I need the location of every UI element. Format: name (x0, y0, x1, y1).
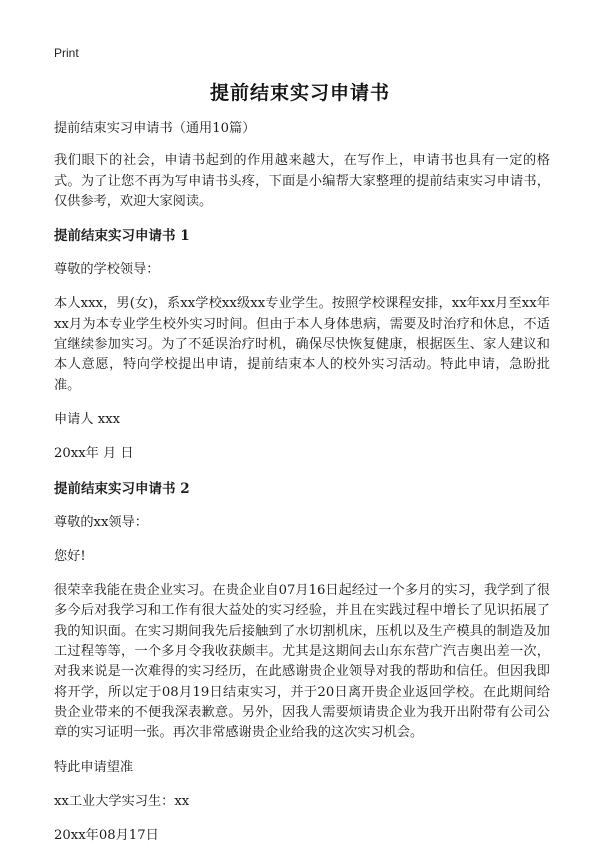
section-2-closing: 特此申请望准 (54, 759, 134, 775)
document-title: 提前结束实习申请书 (209, 82, 390, 104)
print-label: Print (54, 46, 79, 60)
section-2-date: 20xx年08月17日 (54, 828, 159, 844)
intro-paragraph: 我们眼下的社会，申请书起到的作用越来越大，在写作上，申请书也具有一定的格式。为了让您不再为写申请书头疼，下面是小编帮大家整理的提前结束实习申请书，仅供参考，欢迎大家阅读。 (54, 153, 550, 209)
document-body (54, 119, 550, 860)
section-1-date: 20xx年 月 日 (54, 446, 134, 462)
section-2-greeting: 尊敬的xx领导： (54, 514, 148, 530)
section-1-greeting: 尊敬的学校领导： (54, 262, 160, 278)
section-2-body: 很荣幸我能在贵企业实习。在贵企业自07月16日起经过一个多月的实习，我学到了很多今后对我学习和工作有很大益处的实习经验，并且在实践过程中增长了见识拓展了我的知识面。在实习期间我先后接触到了水切割机床，压机以及生产模具的制造及加工过程等等，一个多月令我收获颇丰。尤其是这期间去山东东营广汽吉奥出差一次，对我来说是一次难得的实习经历，在此感谢贵企业领导对我的帮助和信任。但因我即将开学，所以定于08月19日结束实习，并于20日离开贵企业返回学校。在此期间给贵企业带来的不便我深表歉意。另外，因我人需要烦请贵企业为我开出附带有公司公章的实习证明一张。再次非常感谢贵企业给我的这次实习机会。 (54, 583, 550, 741)
section-2-salutation: 您好! (54, 548, 86, 564)
section-2-heading: 提前结束实习申请书 2 (54, 480, 190, 497)
document-subtitle: 提前结束实习申请书（通用10篇） (54, 121, 256, 136)
section-1-signer: 申请人 xxx (54, 411, 121, 427)
section-2-signer: xx工业大学实习生：xx (54, 793, 190, 809)
section-1-heading: 提前结束实习申请书 1 (54, 228, 190, 245)
section-1-body: 本人xxx，男(女)，系xx学校xx级xx专业学生。按照学校课程安排，xx年xx月至xx年xx月为本专业学生校外实习时间。但由于本人身体患病，需要及时治疗和休息，不适宜继续参加实习。为了不延误治疗时机，确保尽快恢复健康，根据医生、家人建议和本人意愿，特向学校提出申请，提前结束本人的校外实习活动。特此申请，急盼批准。 (54, 296, 550, 393)
